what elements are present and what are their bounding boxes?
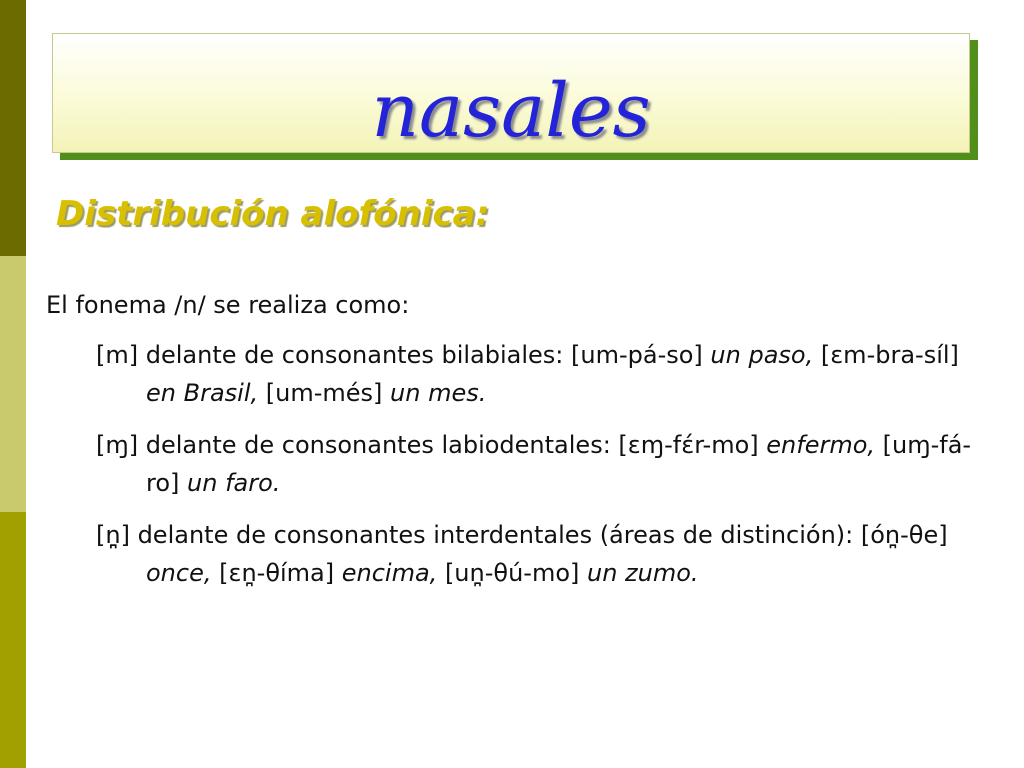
side-bar-bottom — [0, 512, 26, 768]
item-example: un paso, — [710, 341, 814, 369]
item-text: [m] delante de consonantes bilabiales: [um-pá-so] — [96, 341, 711, 369]
item-text: [uɱ-fá-ro] — [146, 431, 972, 497]
side-bar-middle — [0, 256, 26, 512]
item-example: enfermo, — [766, 431, 876, 459]
title-box — [52, 33, 970, 153]
item-example: encima, — [341, 559, 438, 587]
list-item-interdental — [96, 516, 976, 592]
item-text: [ɛn̪-θíma] — [211, 559, 342, 587]
list-item-bilabial — [96, 336, 976, 412]
item-text: [um-més] — [258, 379, 391, 407]
item-example: un faro. — [187, 469, 281, 497]
item-text: [ɛm-bra-síl] — [813, 341, 959, 369]
item-text: [ɱ] delante de consonantes labiodentales: [ɛɱ-fɛ́r-mo] — [96, 431, 767, 459]
item-example: en Brasil, — [146, 379, 259, 407]
slide-content — [46, 286, 976, 606]
slide-title: nasales — [371, 68, 651, 154]
item-example: un zumo. — [587, 559, 699, 587]
item-text: [un̪-θú-mo] — [437, 559, 587, 587]
item-example: un mes. — [390, 379, 487, 407]
item-example: once, — [146, 559, 212, 587]
list-item-labiodental — [96, 426, 976, 502]
intro-text: El fonema /n/ se realiza como: — [46, 291, 410, 319]
item-text: [n̪̪] delante de consonantes interdentales (áreas de distinción): [ón̪-θe] — [96, 521, 948, 549]
side-bar-top — [0, 0, 26, 256]
slide-subtitle: Distribución alofónica: — [56, 194, 490, 234]
